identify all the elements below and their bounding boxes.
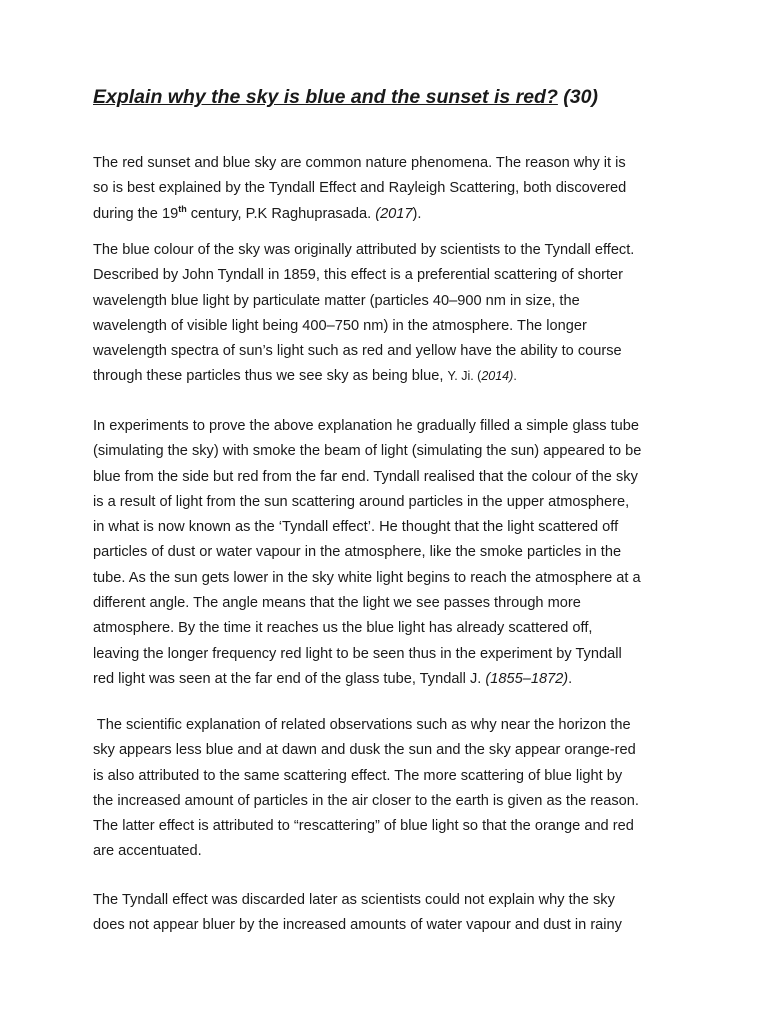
paragraph-5 [93, 888, 693, 939]
p2-line-2: Described by John Tyndall in 1859, this effect is a preferential scattering of shorter [93, 267, 623, 284]
p1-line-3 [93, 202, 693, 227]
p1-ordinal-suffix: th [178, 203, 187, 214]
p3-line-1: In experiments to prove the above explanation he gradually filled a simple glass tube [93, 418, 639, 434]
p2-line-6 [93, 364, 693, 389]
p1-line-2: so is best explained by the Tyndall Effect and Rayleigh Scattering, both discovered [93, 180, 627, 197]
p2-line-1: The blue colour of the sky was originally attributed by scientists to the Tyndall effect. [93, 242, 635, 258]
p4-line-5: The latter effect is attributed to “rescattering” of blue light so that the orange and red [93, 818, 634, 835]
p3-line-4: is a result of light from the sun scattering around particles in the upper atmosphere, [93, 493, 630, 510]
p3-line-6: particles of dust or water vapour in the atmosphere, like the smoke particles in the [93, 544, 622, 561]
p3-line-10: leaving the longer frequency red light to be seen thus in the experiment by Tyndall [93, 645, 622, 662]
p1-line-3-text: during the 19 [93, 205, 179, 222]
p1-citation-year: (2017 [375, 205, 413, 222]
p2-line-5: wavelength spectra of sun’s light such as red and yellow have the ability to course [93, 343, 622, 360]
p2-citation-author: Y. Ji. ( [447, 369, 482, 384]
p2-line-4: wavelength of visible light being 400–750 nm) in the atmosphere. The longer [93, 317, 587, 334]
paragraph-2 [93, 238, 693, 390]
p3-line-11-text: red light was seen at the far end of the glass tube, Tyndall J. [93, 670, 486, 687]
paragraph-1 [93, 151, 693, 227]
p4-line-4: the increased amount of particles in the air closer to the earth is given as the reason. [93, 792, 639, 809]
p1-line-3-end: ). [412, 205, 422, 222]
paragraph-4 [93, 713, 693, 865]
p3-line-8: different angle. The angle means that the light we see passes through more [93, 595, 581, 612]
p2-citation-year: 2014) [481, 369, 514, 384]
essay-title [93, 86, 598, 109]
p1-line-1: The red sunset and blue sky are common nature phenomena. The reason why it is [93, 155, 626, 171]
p3-citation-years: (1855–1872) [485, 670, 569, 687]
p2-line-3: wavelength blue light by particulate matter (particles 40–900 nm in size, the [93, 292, 580, 309]
p3-line-11 [93, 667, 693, 692]
p3-line-9: atmosphere. By the time it reaches us the blue light has already scattered off, [93, 620, 593, 637]
p4-line-3: is also attributed to the same scattering effect. The more scattering of blue light by [93, 767, 623, 784]
paragraph-3 [93, 414, 693, 692]
p3-line-7: tube. As the sun gets lower in the sky white light begins to reach the atmosphere at a [93, 569, 641, 586]
p2-line-6-text: through these particles thus we see sky as being blue, [93, 368, 448, 385]
p5-line-1: The Tyndall effect was discarded later as scientists could not explain why the sky [93, 892, 615, 908]
p3-line-11-end: . [568, 670, 573, 687]
p4-line-6: are accentuated. [93, 843, 202, 860]
p4-line-2: sky appears less blue and at dawn and dusk the sun and the sky appear orange-red [93, 742, 636, 759]
p2-line-6-end: . [513, 369, 517, 384]
p5-line-2: does not appear bluer by the increased amounts of water vapour and dust in rainy [93, 917, 622, 934]
p3-line-2: (simulating the sky) with smoke the beam of light (simulating the sun) appeared to be [93, 443, 642, 460]
p1-line-3-author: century, P.K Raghuprasada. [186, 205, 376, 222]
p4-line-1: The scientific explanation of related observations such as why near the horizon the [93, 717, 631, 733]
p3-line-5: in what is now known as the ‘Tyndall effect’. He thought that the light scattered off [93, 519, 619, 536]
p3-line-3: blue from the side but red from the far end. Tyndall realised that the colour of the sky [93, 468, 638, 485]
essay-question: Explain why the sky is blue and the sunset is red? [93, 86, 558, 108]
essay-marks: (30) [557, 86, 598, 108]
